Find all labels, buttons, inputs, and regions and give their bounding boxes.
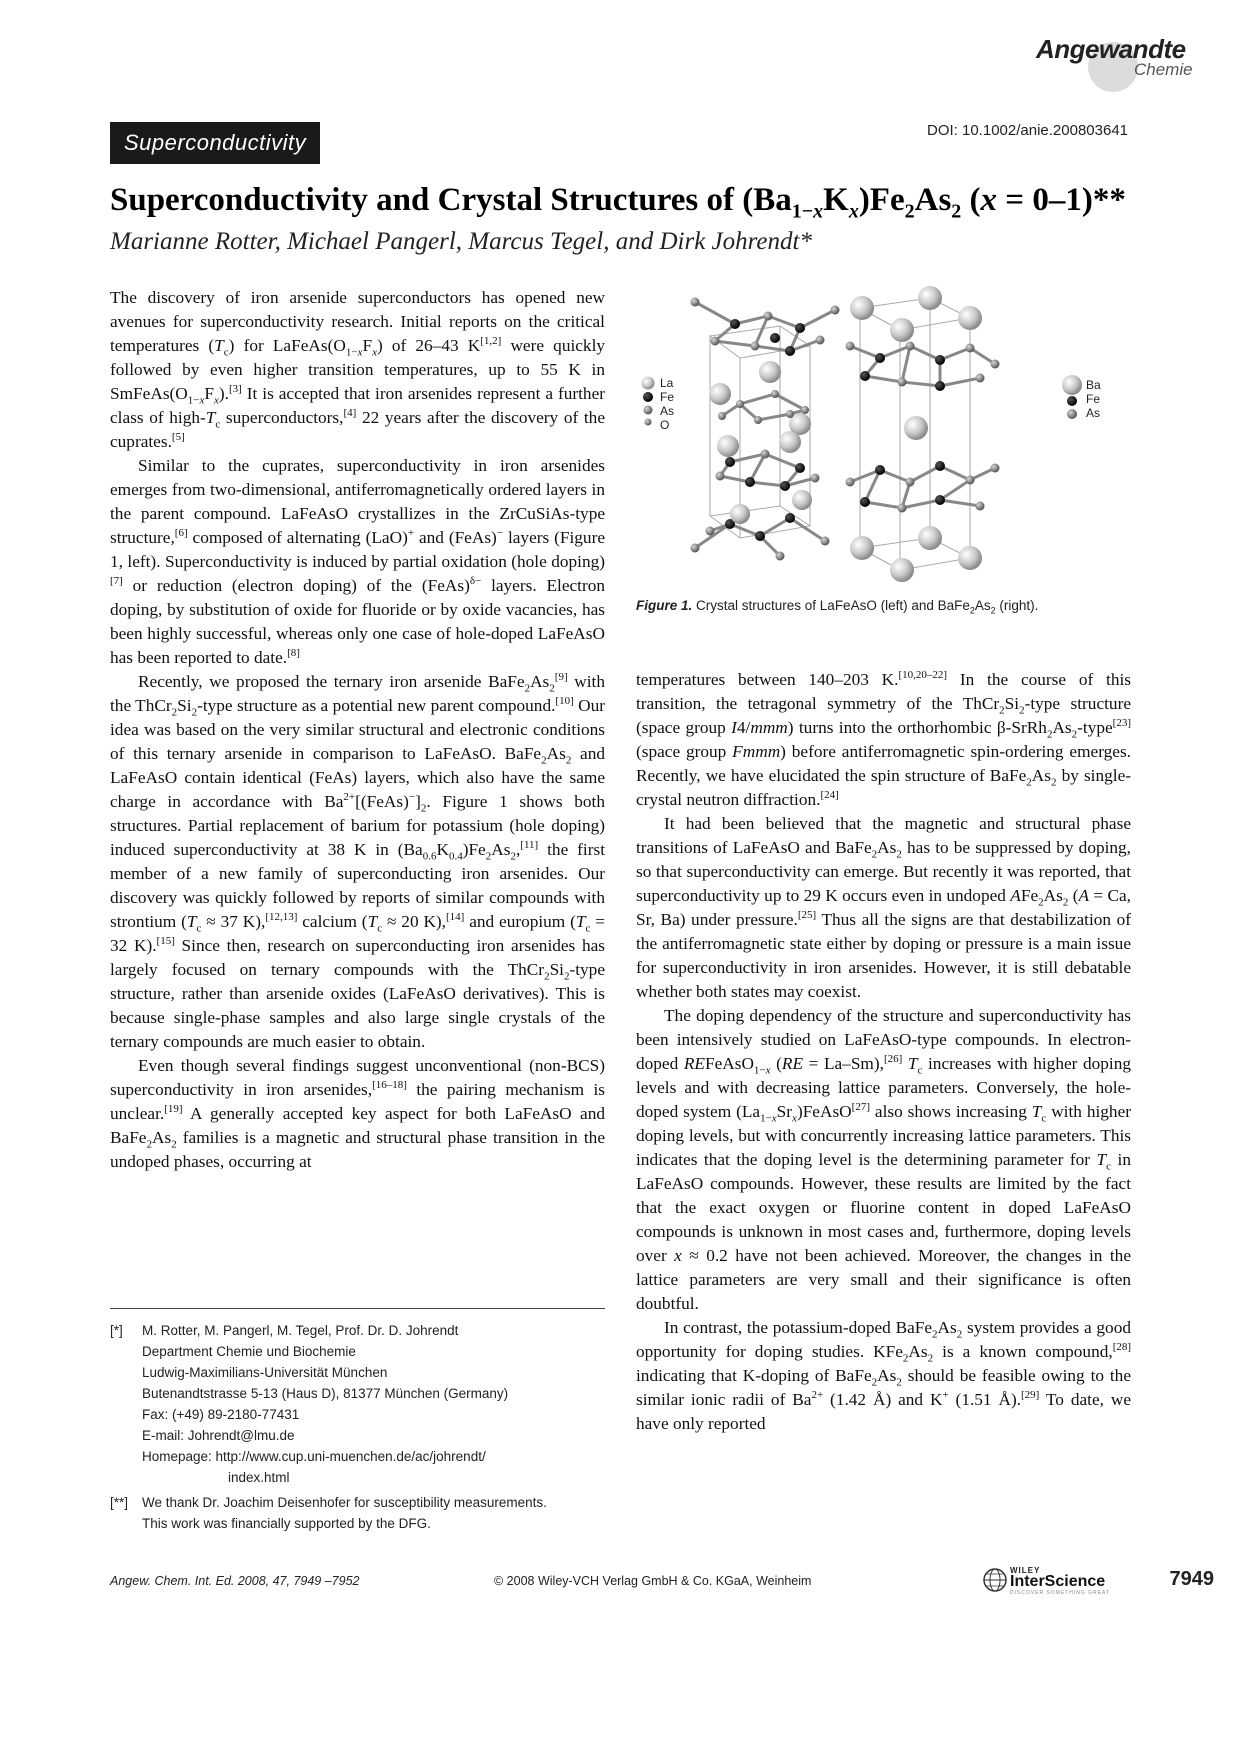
- interscience-tagline: DISCOVER SOMETHING GREAT: [1010, 1590, 1111, 1596]
- paragraph: In contrast, the potassium-doped $BaFe_2As_2$ system provides a good opportunity for doping studies. $KFe_2As_2$ is a known compound,[28] indicating that K-doping of $BaFe_2As_2$ should be feasible owing to the similar ionic radii of $Ba^{2+}$ (1.42 Å) and K+ (1.51 Å).[29] To date, we have only reported: [636, 1318, 1132, 1433]
- legend-right-markers: [1062, 375, 1082, 419]
- homepage-line: Homepage: http://www.cup.uni-muenchen.de/ac/johrendt/: [142, 1449, 486, 1464]
- homepage-line-cont: index.html: [228, 1470, 290, 1485]
- footnote-line: This work was financially supported by the DFG.: [142, 1516, 431, 1531]
- paragraph: temperatures between 140–203 K.[10,20–22] In the course of this transition, the tetragonal symmetry of the $ThCr_2Si_2$-type structure (space group I4/mmm) turns into the orthorhombic $\beta-SrRh_2As_2-type[23]$ (space group Fmmm) before antiferromagnetic spin-ordering emerges. Recently, we have elucidated the spin structure of $BaFe_2As_2$ by single-crystal neutron diffraction.[24]: [636, 669, 1132, 809]
- logo-main: Angewandte: [1036, 34, 1186, 64]
- lafeaso-atoms: [691, 298, 840, 561]
- email-line: E-mail: Johrendt@lmu.de: [142, 1428, 295, 1443]
- doi: DOI: 10.1002/anie.200803641: [927, 122, 1128, 139]
- footnote-line: M. Rotter, M. Pangerl, M. Tegel, Prof. Dr. D. Johrendt: [142, 1323, 459, 1338]
- paragraph: Similar to the cuprates, superconductivity in iron arsenides emerges from two-dimensional, antiferromagnetically ordered layers in the parent compound. LaFeAsO crystallizes in the ZrCuSiAs-type structure,[6] composed of alternating (LaO)+ and (FeAs)− layers (Figure 1, left). Superconductivity is induced by partial oxidation (hole doping)[7] or reduction (electron doping) of the (FeAs)$^{\delta-}$ layers. Electron doping, by substitution of oxide for fluoride or by oxide vacancies, has been highly successful, whereas only one case of hole-doped LaFeAsO has been reported to date.[8]: [110, 456, 606, 667]
- legend-left: [660, 376, 674, 432]
- bafe2as2-atoms: [846, 286, 1000, 582]
- footnote-line: Butenandtstrasse 5-13 (Haus D), 81377 München (Germany): [142, 1386, 509, 1401]
- footnote-mark: [*]: [110, 1323, 123, 1338]
- page-footer: [110, 1566, 1214, 1596]
- legend-right: [1086, 378, 1101, 420]
- figure-1: [640, 286, 1140, 586]
- author-list: Marianne Rotter, Michael Pangerl, Marcus Tegel, and Dirk Johrendt*: [110, 228, 812, 255]
- acknowledgment-footnote: [110, 1492, 610, 1534]
- footnote-mark: [**]: [110, 1495, 129, 1510]
- body-left-column: [110, 286, 605, 1174]
- logo-sub: Chemie: [1134, 60, 1193, 79]
- paragraph: Even though several findings suggest unconventional (non-BCS) superconductivity in iron arsenides,[16–18] the pairing mechanism is unclear.[19] A generally accepted key aspect for both LaFeAsO and $BaFe_2As_2$ families is a magnetic and structural phase transition in the undoped phases, occurring at: [110, 1056, 605, 1171]
- interscience-name: InterScience: [1010, 1573, 1106, 1590]
- section-badge: Superconductivity: [110, 122, 320, 164]
- footnote-rule: [110, 1308, 605, 1309]
- article-title: Superconductivity and Crystal Structures of $(Ba_{1-x}K_x)Fe_2As_2$ (x = 0–1)**: [110, 182, 1126, 223]
- footnote-line: We thank Dr. Joachim Deisenhofer for susceptibility measurements.: [142, 1495, 547, 1510]
- paragraph: The discovery of iron arsenide superconductors has opened new avenues for superconductivity research. Initial reports on the critical temperatures $(T_c)$ for $LaFeAs(O_{1-x}F_x)$ of 26–43 K[1,2] were quickly followed by even higher transition temperatures, up to 55 K in $SmFeAs(O_{1-x}F_x).[3]$ It is accepted that iron arsenides represent a further class of high-$T_c$ superconductors,[4] 22 years after the discovery of the cuprates.[5]: [110, 288, 606, 451]
- legend-item: La: [660, 376, 674, 390]
- legend-item: As: [660, 404, 675, 418]
- legend-left-markers: [642, 377, 655, 426]
- crystal-structures-illustration: [640, 286, 1140, 586]
- affiliation-footnote: [110, 1320, 610, 1488]
- legend-item: O: [660, 418, 670, 432]
- page-number: 7949: [1169, 1568, 1214, 1590]
- legend-item: Ba: [1086, 378, 1101, 392]
- footnote-line: Fax: (+49) 89-2180-77431: [142, 1407, 300, 1422]
- paragraph: The doping dependency of the structure and superconductivity has been intensively studied on LaFeAsO-type compounds. In electron-doped REFeAsO$_{1-x}$ (RE = La–Sm),[26] $T_c$ increases with higher doping levels and with decreasing lattice parameters. Conversely, the hole-doped system $(La_{1-x}Sr_x)FeAsO[27]$ also shows increasing $T_c$ with higher doping levels, but with concurrently increasing lattice parameters. This indicates that the doping level is the determining parameter for $T_c$ in LaFeAsO compounds. However, these results are limited by the fact that the exact oxygen or fluorine content in doped LaFeAsO compounds is unknown in most cases and, furthermore, doping levels over x ≈ 0.2 have not been achieved. Moreover, the changes in the lattice parameters are very small and their significance is often doubtful.: [636, 1006, 1132, 1313]
- legend-item: As: [1086, 406, 1101, 420]
- legend-item: Fe: [660, 390, 675, 404]
- wiley-brand: WILEY: [1010, 1566, 1041, 1575]
- footnote-line: Department Chemie und Biochemie: [142, 1344, 356, 1359]
- paragraph: It had been believed that the magnetic and structural phase transitions of LaFeAsO and $BaFe_2As_2$ has to be suppressed by doping, so that superconductivity can emerge. But recently it was reported, that superconductivity up to 29 K occurs even in undoped $AFe_2As_2$ (A = Ca, Sr, Ba) under pressure.[25] Thus all the signs are that destabilization of the antiferromagnetic state either by doping or pressure is a main issue for superconductivity in iron arsenides. However, it is still debatable whether both states may coexist.: [636, 814, 1132, 1001]
- legend-item: Fe: [1086, 392, 1101, 406]
- footnote-line: Ludwig-Maximilians-Universität München: [142, 1365, 388, 1380]
- wiley-interscience-logo: [982, 1566, 1132, 1594]
- paragraph: Recently, we proposed the ternary iron arsenide $BaFe_2As_2[9]$ with the $ThCr_2Si_2$-type structure as a potential new parent compound.[10] Our idea was based on the very similar structural and electronic conditions of this ternary arsenide in comparison to LaFeAsO. $BaFe_2As_2$ and LaFeAsO contain identical (FeAs) layers, which also have the same charge in accordance with $Ba^{2+}[(FeAs)^-]_2$. Figure 1 shows both structures. Partial replacement of barium for potassium (hole doping) induced superconductivity at 38 K in $(Ba_{0.6}K_{0.4})Fe_2As_2,[11]$ the first member of a new family of superconducting iron arsenides. Our discovery was quickly followed by reports of similar compounds with strontium ($T_c \approx 37$ K),[12,13] calcium ($T_c \approx 20$ K),[14] and europium ($T_c = 32$ K).[15] Since then, research on superconducting iron arsenides has largely focused on ternary compounds with the $ThCr_2Si_2$-type structure, rather than arsenide oxides (LaFeAsO derivatives). This is because single-phase samples and also large single crystals of the ternary compounds are much easier to obtain.: [110, 671, 606, 1051]
- body-right-column: [636, 668, 1131, 1436]
- journal-logo: [1036, 30, 1206, 90]
- copyright: © 2008 Wiley-VCH Verlag GmbH & Co. KGaA, Weinheim: [494, 1574, 812, 1588]
- journal-citation: Angew. Chem. Int. Ed. 2008, 47, 7949 –7952: [110, 1574, 360, 1588]
- globe-icon: [982, 1567, 1008, 1593]
- figure-label: Figure 1.: [636, 598, 693, 613]
- footnotes: [110, 1320, 610, 1534]
- figure-caption: Figure 1. Crystal structures of LaFeAsO (left) and $BaFe_2As_2$ (right).: [636, 598, 1039, 616]
